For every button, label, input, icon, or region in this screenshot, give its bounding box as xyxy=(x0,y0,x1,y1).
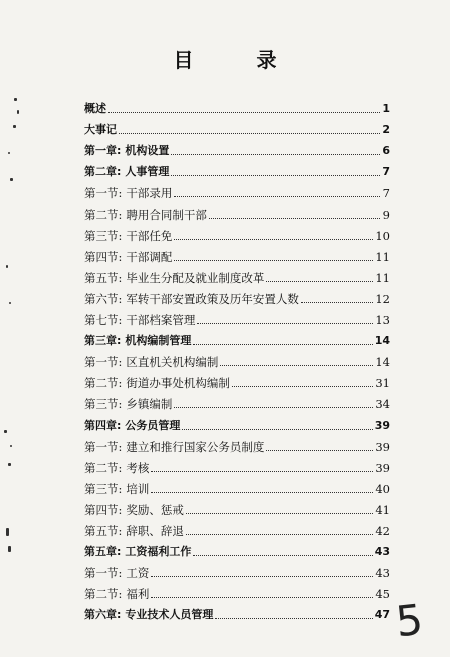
toc-entry-title: 辞职、辞退 xyxy=(126,523,184,538)
toc-entry-title: 培训 xyxy=(126,481,150,496)
toc-entry xyxy=(84,348,390,369)
toc-entry-label xyxy=(84,123,117,137)
toc-entry-number: 第四章: xyxy=(84,418,122,432)
toc-entry-title: 乡镇编制 xyxy=(126,397,173,412)
toc-entry-number: 第二章: xyxy=(84,165,122,179)
table-of-contents xyxy=(84,95,390,622)
toc-entry-title: 公务员管理 xyxy=(125,418,181,432)
toc-entry-page: 11 xyxy=(375,270,390,285)
toc-entry-title: 干部录用 xyxy=(126,186,173,201)
toc-entry xyxy=(84,116,390,137)
toc-entry xyxy=(84,200,390,221)
toc-entry-label xyxy=(84,440,264,454)
dot-leader xyxy=(186,512,373,514)
toc-entry-title: 机构编制管理 xyxy=(125,334,192,348)
toc-entry-title: 工资 xyxy=(126,566,150,581)
toc-entry-label xyxy=(84,587,149,601)
toc-entry-label xyxy=(84,355,218,369)
toc-entry-page: 41 xyxy=(375,502,390,517)
toc-entry-page: 39 xyxy=(375,460,390,475)
toc-entry-label xyxy=(84,165,169,179)
dot-leader xyxy=(182,428,372,430)
toc-entry-title: 街道办事处机构编制 xyxy=(126,376,230,391)
toc-entry-page: 43 xyxy=(375,566,390,581)
dot-leader xyxy=(193,554,372,556)
toc-entry-page: 12 xyxy=(375,291,390,306)
dot-leader xyxy=(108,111,380,113)
toc-entry xyxy=(84,411,390,432)
toc-entry xyxy=(84,95,390,116)
toc-entry xyxy=(84,179,390,200)
handwritten-mark: 5 xyxy=(393,594,426,647)
toc-entry-number: 第一节: xyxy=(84,439,123,454)
toc-entry-title: 聘用合同制干部 xyxy=(126,207,207,222)
dot-leader xyxy=(301,301,373,303)
toc-entry-page: 45 xyxy=(375,587,390,602)
dot-leader xyxy=(220,364,373,366)
toc-entry-page: 43 xyxy=(374,545,390,559)
toc-entry-label xyxy=(84,608,213,622)
toc-entry-label xyxy=(84,524,184,538)
toc-entry-title: 大事记 xyxy=(84,123,117,137)
toc-entry-title: 考核 xyxy=(126,460,150,475)
toc-entry-page: 39 xyxy=(375,439,390,454)
toc-entry-title: 干部调配 xyxy=(126,249,173,264)
toc-entry-number: 第二节: xyxy=(84,587,123,602)
toc-entry-label xyxy=(84,271,264,285)
toc-entry-label xyxy=(84,144,169,158)
toc-entry-page: 10 xyxy=(375,228,390,243)
toc-entry-title: 福利 xyxy=(126,587,150,602)
dot-leader xyxy=(232,385,373,387)
toc-entry-title: 干部档案管理 xyxy=(126,313,196,328)
toc-entry xyxy=(84,433,390,454)
toc-entry-label xyxy=(84,186,172,200)
toc-entry-number: 第七节: xyxy=(84,313,123,328)
toc-entry xyxy=(84,222,390,243)
dot-leader xyxy=(215,617,372,619)
toc-entry-label xyxy=(84,313,195,327)
toc-entry-number: 第一节: xyxy=(84,186,123,201)
dot-leader xyxy=(151,596,373,598)
toc-entry-title: 专业技术人员管理 xyxy=(125,608,214,622)
dot-leader xyxy=(174,195,380,197)
dot-leader xyxy=(151,470,373,472)
toc-entry xyxy=(84,517,390,538)
toc-entry-page: 31 xyxy=(375,376,390,391)
dot-leader xyxy=(119,132,380,134)
toc-entry-label xyxy=(84,482,149,496)
toc-entry-label xyxy=(84,545,191,559)
toc-entry xyxy=(84,454,390,475)
toc-entry-label xyxy=(84,229,172,243)
toc-entry-number: 第一章: xyxy=(84,144,122,158)
toc-entry xyxy=(84,137,390,158)
toc-entry-number: 第二节: xyxy=(84,376,123,391)
toc-entry-number: 第二节: xyxy=(84,460,123,475)
toc-entry xyxy=(84,559,390,580)
toc-entry xyxy=(84,580,390,601)
toc-entry-number: 第五节: xyxy=(84,270,123,285)
toc-entry-label xyxy=(84,566,149,580)
toc-entry-label xyxy=(84,292,299,306)
toc-entry-page: 2 xyxy=(382,123,390,137)
toc-entry xyxy=(84,390,390,411)
toc-entry-title: 概述 xyxy=(84,102,106,116)
toc-entry-title: 人事管理 xyxy=(125,165,170,179)
dot-leader xyxy=(171,153,380,155)
toc-entry-title: 工资福利工作 xyxy=(125,545,192,559)
dot-leader xyxy=(151,491,373,493)
toc-entry-title: 奖励、惩戒 xyxy=(126,502,184,517)
toc-entry-page: 1 xyxy=(382,102,390,116)
toc-entry-page: 34 xyxy=(375,397,390,412)
dot-leader xyxy=(186,533,373,535)
toc-entry-number: 第三节: xyxy=(84,397,123,412)
dot-leader xyxy=(151,575,373,577)
toc-entry-title: 区直机关机构编制 xyxy=(126,355,219,370)
page-title: 目 录 xyxy=(173,48,305,72)
toc-entry-number: 第三节: xyxy=(84,481,123,496)
toc-entry-title: 毕业生分配及就业制度改革 xyxy=(126,270,265,285)
toc-entry-page: 40 xyxy=(375,481,390,496)
toc-entry-number: 第五章: xyxy=(84,545,122,559)
toc-entry xyxy=(84,538,390,559)
toc-entry-label xyxy=(84,397,172,411)
toc-entry-page: 42 xyxy=(375,523,390,538)
toc-entry-number: 第四节: xyxy=(84,502,123,517)
toc-entry-label xyxy=(84,419,180,433)
toc-entry-title: 干部任免 xyxy=(126,228,173,243)
toc-entry-page: 47 xyxy=(374,608,390,622)
toc-entry-label xyxy=(84,334,191,348)
toc-entry-label xyxy=(84,503,184,517)
toc-entry-label xyxy=(84,250,172,264)
dot-leader xyxy=(174,406,373,408)
toc-entry-title: 军转干部安置政策及历年安置人数 xyxy=(126,291,299,306)
toc-entry-label xyxy=(84,102,106,116)
toc-entry-page: 9 xyxy=(382,207,390,222)
toc-entry-title: 建立和推行国家公务员制度 xyxy=(126,439,265,454)
toc-entry-number: 第四节: xyxy=(84,249,123,264)
toc-entry-page: 7 xyxy=(382,186,390,201)
toc-entry-label xyxy=(84,461,149,475)
toc-entry-label xyxy=(84,376,230,390)
toc-entry-page: 6 xyxy=(382,144,390,158)
dot-leader xyxy=(209,217,380,219)
toc-entry-page: 39 xyxy=(374,418,390,432)
toc-entry xyxy=(84,601,390,622)
toc-entry-number: 第二节: xyxy=(84,207,123,222)
toc-entry-page: 7 xyxy=(382,165,390,179)
toc-entry-page: 13 xyxy=(375,313,390,328)
dot-leader xyxy=(197,322,373,324)
toc-entry-number: 第六节: xyxy=(84,291,123,306)
toc-entry xyxy=(84,306,390,327)
toc-entry xyxy=(84,327,390,348)
dot-leader xyxy=(266,449,373,451)
toc-entry-number: 第一节: xyxy=(84,566,123,581)
toc-entry xyxy=(84,264,390,285)
toc-entry-number: 第一节: xyxy=(84,355,123,370)
toc-entry-number: 第五节: xyxy=(84,523,123,538)
toc-entry xyxy=(84,496,390,517)
toc-entry xyxy=(84,369,390,390)
toc-entry-number: 第三节: xyxy=(84,228,123,243)
toc-entry-page: 11 xyxy=(375,249,390,264)
toc-entry xyxy=(84,243,390,264)
toc-entry-page: 14 xyxy=(375,355,390,370)
dot-leader xyxy=(171,174,380,176)
toc-entry-page: 14 xyxy=(374,334,390,348)
toc-entry-label xyxy=(84,208,207,222)
toc-entry xyxy=(84,285,390,306)
toc-entry xyxy=(84,475,390,496)
toc-entry-number: 第六章: xyxy=(84,608,122,622)
dot-leader xyxy=(174,238,373,240)
toc-entry-number: 第三章: xyxy=(84,334,122,348)
dot-leader xyxy=(174,259,373,261)
toc-entry xyxy=(84,158,390,179)
dot-leader xyxy=(193,343,372,345)
toc-entry-title: 机构设置 xyxy=(125,144,170,158)
dot-leader xyxy=(266,280,373,282)
